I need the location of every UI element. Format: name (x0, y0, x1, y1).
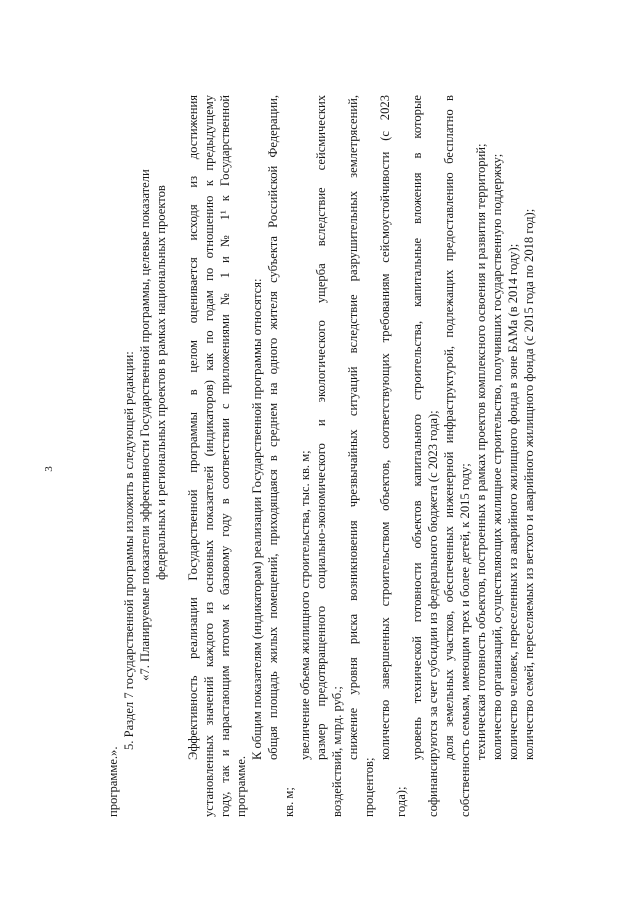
text-line: размер предотвращенного социально-экономического и экологического ущерба вследствие сейсмических (314, 95, 328, 760)
text-line: кв. м; (282, 787, 296, 817)
text-line: количество человек, переселенных из аварийного жилищного фонда в зоне БАМа (в 2014 году); (506, 243, 520, 760)
text-line: количество завершенных строительством объектов, соответствующих требованиям сейсмоустойчивости (с 2023 (378, 95, 392, 760)
text-line: уровень технической готовности объектов капитального строительства, капитальные вложения в которые (410, 95, 424, 760)
text-line: софинансируются за счет субсидии из федерального бюджета (с 2023 года); (426, 410, 440, 817)
text-line: общая площадь жилых помещений, приходящаяся в среднем на одного жителя субъекта Российской Федерации, (266, 95, 280, 760)
text-line: года); (394, 786, 408, 817)
text-line: федеральных и региональных проектов в рамках национальных проектов (154, 185, 168, 580)
text-line: доля земельных участков, обеспеченных инженерной инфраструктурой, подлежащих предоставлению бесплатно в (442, 95, 456, 760)
text-line: «7. Планируемые показатели эффективности Государственной программы, целевые показатели (138, 169, 152, 681)
text-line: году, так и нарастающим итогом к базовому году в соответствии с приложениями № 1 и № 1¹ к Государственной (218, 95, 232, 817)
text-line: Эффективность реализации Государственной программы в целом оценивается исходя из достижения (186, 95, 200, 760)
text-line: увеличение объема жилищного строительства, тыс. кв. м; (298, 450, 312, 760)
text-line: количество семей, переселяемых из ветхого и аварийного жилищного фонда (с 2015 года по 2018 год); (522, 208, 536, 760)
text-line: 5. Раздел 7 государственной программы изложить в следующей редакции: (122, 351, 136, 750)
text-line: техническая готовность объектов, построенных в рамках проектов комплексного освоения и развития территорий; (474, 143, 488, 760)
text-line: количество организаций, осуществляющих жилищное строительство, получивших государственную поддержку; (490, 153, 504, 760)
text-line: К общим показателям (индикаторам) реализации Государственной программы относятся: (250, 278, 264, 760)
text-line: снижение уровня риска возникновения чрезвычайных ситуаций вследствие разрушительных землетрясений, (346, 95, 360, 760)
text-line: программе.». (106, 746, 120, 817)
text-line: процентов; (362, 757, 376, 817)
page-number: 3 (42, 466, 55, 472)
text-line: воздействий, млрд. руб.; (330, 686, 344, 817)
text-line: установленных значений каждого из основных показателей (индикаторов) как по годам по отношению к предыдущему (202, 95, 216, 817)
text-line: собственность семьям, имеющим трех и более детей, к 2015 году; (458, 463, 472, 817)
text-line: программе. (234, 755, 248, 817)
